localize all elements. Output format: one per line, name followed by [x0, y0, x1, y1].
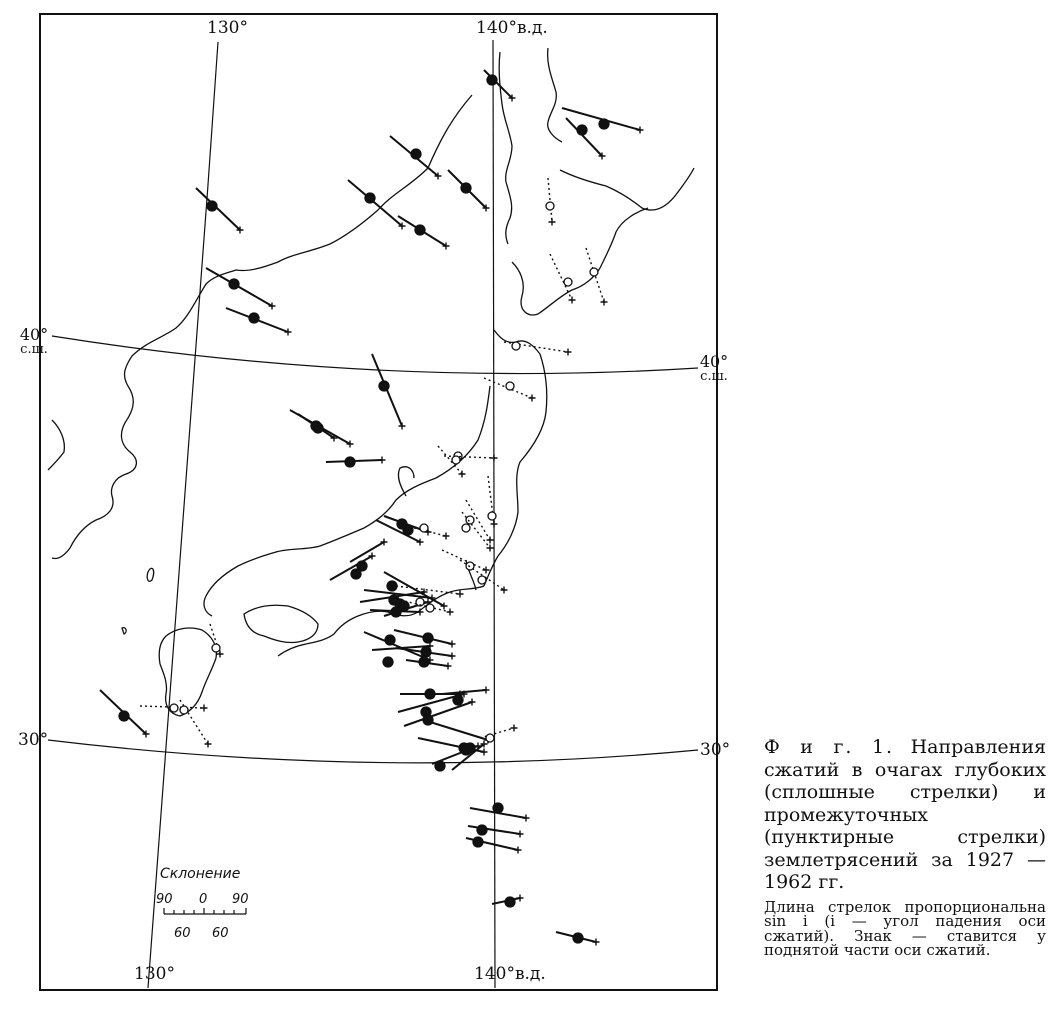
deep-arrow-7	[196, 188, 240, 230]
deep-epicenter-8	[229, 279, 239, 289]
deep-epicenter-18	[345, 457, 355, 467]
scale-lower-2: 60	[212, 926, 229, 941]
deep-epicenter-15	[379, 381, 389, 391]
raised-end-sign-19	[459, 471, 466, 478]
intermediate-epicenter-20	[452, 456, 460, 464]
coast-island-sw	[122, 628, 126, 634]
raised-end-sign-53	[517, 831, 524, 838]
deep-epicenter-35	[399, 601, 409, 611]
intermediate-arrow-11	[550, 254, 572, 300]
deep-arrow-5	[348, 180, 402, 226]
deep-epicenter-4	[461, 183, 471, 193]
raised-end-sign-11	[569, 297, 576, 304]
intermediate-arrow-20	[444, 456, 494, 458]
intermediate-epicenter-51	[486, 734, 494, 742]
raised-end-sign-22	[487, 537, 494, 544]
lat-label-40-left	[16, 327, 52, 357]
intermediate-epicenter-23	[462, 524, 470, 532]
scale-upper-1: 90	[156, 892, 173, 907]
raised-end-sign-51	[511, 725, 518, 732]
lat-label-40-right	[698, 354, 730, 384]
raised-end-sign-36	[457, 591, 464, 598]
intermediate-epicenter-10	[546, 202, 554, 210]
raised-end-sign-46	[483, 687, 490, 694]
lat-label-30-left: 30°	[18, 730, 49, 750]
deep-epicenter-49	[435, 761, 445, 771]
deep-arrow-45	[404, 702, 472, 726]
intermediate-arrow-36	[396, 586, 460, 594]
lat-label-30-right: 30°	[700, 740, 731, 760]
intermediate-arrow-10	[548, 178, 552, 222]
raised-end-sign-30	[501, 587, 508, 594]
raised-end-sign-15	[399, 423, 406, 430]
raised-end-sign-45	[469, 699, 476, 706]
intermediate-epicenter-60	[212, 644, 220, 652]
deep-arrow-53	[468, 826, 520, 834]
raised-end-sign-54	[515, 847, 522, 854]
raised-end-sign-58	[201, 705, 208, 712]
raised-end-sign-10	[549, 219, 556, 226]
deep-epicenter-54	[473, 837, 483, 847]
figure-caption	[764, 736, 1046, 958]
deep-epicenter-2	[577, 125, 587, 135]
raised-end-sign-20	[491, 455, 498, 462]
intermediate-epicenter-26	[420, 524, 428, 532]
coast-sakhalin	[499, 52, 512, 244]
deep-epicenter-31	[387, 581, 397, 591]
raised-end-sign-55	[517, 895, 524, 902]
raised-end-sign-52	[523, 815, 530, 822]
lat-40-right-sub: с.ш.	[700, 369, 728, 384]
coast-mainland-west	[48, 420, 64, 470]
deep-epicenter-50	[461, 745, 471, 755]
deep-epicenter-7	[207, 201, 217, 211]
intermediate-epicenter-37	[426, 604, 434, 612]
raised-end-sign-12	[601, 299, 608, 306]
deep-arrow-2	[566, 118, 602, 156]
intermediate-epicenter-13	[512, 342, 520, 350]
deep-epicenter-39	[383, 657, 393, 667]
deep-epicenter-52	[493, 803, 503, 813]
intermediate-epicenter-22	[466, 516, 474, 524]
deep-epicenter-5	[365, 193, 375, 203]
deep-epicenter-43	[425, 689, 435, 699]
raised-end-sign-18	[379, 457, 386, 464]
deep-epicenter-6	[415, 225, 425, 235]
intermediate-epicenter-58	[170, 704, 178, 712]
deep-epicenter-9	[249, 313, 259, 323]
deep-arrow-8	[206, 268, 272, 306]
coast-hokkaido-south	[512, 208, 648, 315]
deep-epicenter-42	[419, 657, 429, 667]
parallel-40	[52, 336, 698, 374]
raised-end-sign-56	[593, 939, 600, 946]
deep-epicenter-28	[357, 561, 367, 571]
coast-tsushima	[147, 568, 153, 581]
intermediate-epicenter-11	[564, 278, 572, 286]
raised-end-sign-34	[417, 609, 424, 616]
deep-epicenter-1	[599, 119, 609, 129]
caption-lead: Ф и г. 1.	[764, 736, 895, 758]
raised-end-sign-25	[417, 539, 424, 546]
deep-epicenter-38	[385, 635, 395, 645]
deep-epicenter-55	[505, 897, 515, 907]
deep-epicenter-57	[119, 711, 129, 721]
coast-honshu-west	[204, 386, 490, 616]
raised-end-sign-21	[491, 521, 498, 528]
raised-end-sign-42	[445, 663, 452, 670]
intermediate-epicenter-59	[180, 706, 188, 714]
map-frame	[40, 14, 717, 990]
lon-label-140-bottom: 140°в.д.	[474, 964, 546, 984]
lat-40-left-deg: 40°	[19, 325, 49, 344]
intermediate-epicenter-14	[506, 382, 514, 390]
lon-label-140-top: 140°в.д.	[476, 18, 548, 38]
coast-mainland	[52, 95, 472, 559]
compression-arrows	[100, 70, 644, 946]
intermediate-arrow-29	[442, 550, 486, 570]
deep-epicenter-0	[487, 75, 497, 85]
lon-label-130-bottom: 130°	[134, 964, 175, 984]
scale-lower-1: 60	[174, 926, 191, 941]
scale-upper-3: 90	[232, 892, 249, 907]
raised-end-sign-26	[443, 533, 450, 540]
raised-end-sign-37	[447, 609, 454, 616]
lat-40-right-deg: 40°	[699, 352, 729, 371]
deep-epicenter-17	[311, 421, 321, 431]
deep-epicenter-40	[423, 633, 433, 643]
raised-end-sign-14	[529, 395, 536, 402]
deep-epicenter-56	[573, 933, 583, 943]
intermediate-arrow-51	[480, 728, 514, 738]
scale-upper-2: 0	[199, 892, 208, 907]
deep-arrow-47	[430, 722, 488, 740]
declination-scale	[164, 908, 246, 914]
coast-hokkaido	[560, 168, 694, 210]
lat-40-left-sub: с.ш.	[20, 342, 48, 357]
meridian-130	[148, 42, 218, 988]
scale-title: Склонение	[160, 866, 241, 882]
deep-epicenter-25	[403, 525, 413, 535]
raised-end-sign-9	[285, 329, 292, 336]
graticule	[48, 40, 698, 988]
intermediate-epicenter-30	[478, 576, 486, 584]
intermediate-epicenter-12	[590, 268, 598, 276]
coast-kyushu	[159, 628, 216, 716]
raised-end-sign-48	[481, 749, 488, 756]
raised-end-sign-41	[449, 653, 456, 660]
intermediate-epicenter-21	[488, 512, 496, 520]
raised-end-sign-13	[565, 349, 572, 356]
deep-epicenter-3	[411, 149, 421, 159]
coast-honshu-south	[278, 586, 484, 656]
raised-end-sign-23	[487, 545, 494, 552]
caption-title-text: Направления сжатий в очагах глубоких (сплошные стрелки) и промежуточных (пунктирные стрелки) землетрясений за 1927 — 1962 гг.	[764, 736, 1046, 893]
caption-title	[764, 736, 1046, 894]
raised-end-sign-29	[483, 567, 490, 574]
coast-sakhalin-east	[548, 48, 562, 142]
raised-end-sign-40	[449, 641, 456, 648]
deep-epicenter-41	[421, 647, 431, 657]
deep-epicenter-53	[477, 825, 487, 835]
coast-shikoku	[244, 605, 318, 642]
raised-end-sign-1	[637, 127, 644, 134]
deep-epicenter-46	[453, 695, 463, 705]
raised-end-sign-59	[205, 741, 212, 748]
lon-label-130-top: 130°	[207, 18, 248, 38]
coastlines	[48, 48, 694, 716]
caption-note: Длина стрелок пропорциональна sin i (i — угол падения оси сжатий). Знак — ставится у поднятой части оси сжатий.	[764, 897, 1046, 959]
parallel-30	[48, 740, 698, 763]
